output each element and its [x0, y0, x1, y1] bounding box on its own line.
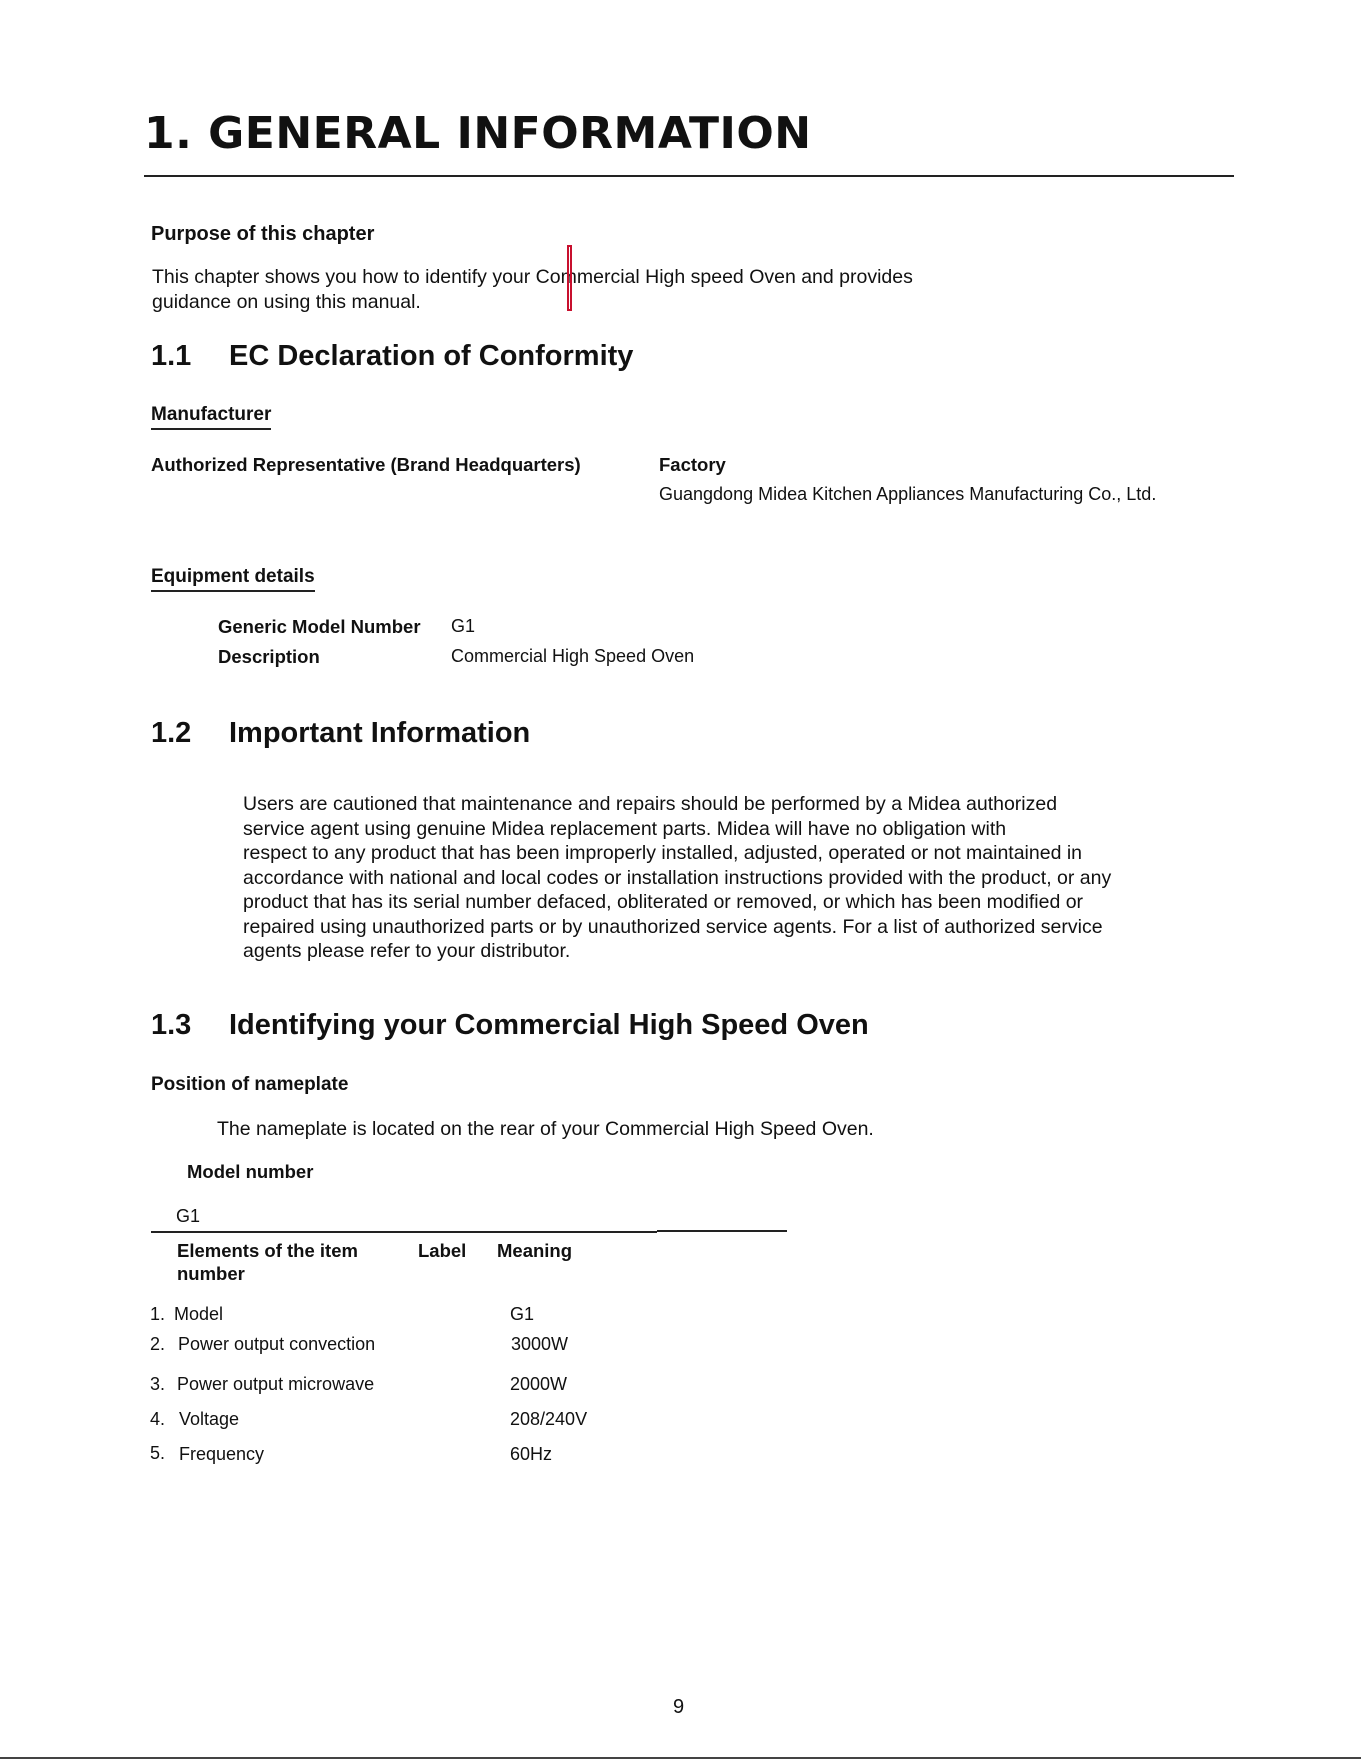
important-information-paragraph — [243, 792, 1223, 964]
factory-name: Guangdong Midea Kitchen Appliances Manufacturing Co., Ltd. — [659, 484, 1157, 504]
authorized-representative-label: Authorized Representative (Brand Headquarters) — [151, 454, 581, 475]
column-header-elements: Elements of the item — [177, 1240, 358, 1261]
row-meaning: 3000W — [511, 1334, 569, 1354]
paragraph-line: respect to any product that has been improperly installed, adjusted, operated or not maintained in — [243, 842, 1083, 864]
column-header-meaning: Meaning — [497, 1240, 573, 1261]
row-meaning: 208/240V — [510, 1409, 588, 1429]
model-number-label: Generic Model Number — [218, 616, 421, 637]
row-number: 5. — [150, 1443, 166, 1463]
description-label: Description — [218, 646, 320, 667]
paragraph-line: accordance with national and local codes or installation instructions provided with the product, or any — [243, 866, 1112, 889]
chapter-title: 1. GENERAL INFORMATION — [144, 108, 812, 159]
paragraph-line: Users are cautioned that maintenance and repairs should be performed by a Midea authorized — [243, 793, 1058, 815]
factory-label: Factory — [659, 454, 726, 475]
text-cursor-marker — [567, 245, 572, 311]
paragraph-line: agents please refer to your distributor. — [243, 940, 571, 962]
section-1-2-number: 1.2 — [151, 717, 192, 749]
column-header-elements-2: number — [177, 1263, 245, 1284]
row-item: Frequency — [179, 1444, 265, 1464]
row-meaning: 2000W — [510, 1374, 568, 1394]
nameplate-text: The nameplate is located on the rear of your Commercial High Speed Oven. — [217, 1118, 874, 1140]
title-divider — [144, 175, 1234, 177]
row-meaning: 60Hz — [510, 1444, 553, 1464]
page-number: 9 — [673, 1696, 685, 1718]
purpose-line-2: guidance on using this manual. — [152, 291, 421, 313]
column-header-label: Label — [418, 1240, 467, 1261]
paragraph-line: product that has its serial number defaced, obliterated or removed, or which has been modified or — [243, 891, 1084, 913]
row-meaning: G1 — [510, 1304, 535, 1324]
row-item: Power output microwave — [177, 1374, 375, 1394]
section-1-1-number: 1.1 — [151, 340, 192, 372]
row-item: Model — [174, 1304, 224, 1324]
paragraph-line: service agent using genuine Midea replacement parts. Midea will have no obligation with — [243, 817, 1007, 840]
table-rule-left — [151, 1231, 657, 1233]
row-item: Power output convection — [178, 1334, 376, 1354]
row-number: 1. — [150, 1304, 166, 1324]
section-1-2-title: Important Information — [229, 717, 531, 749]
section-1-1-title: EC Declaration of Conformity — [229, 340, 634, 372]
paragraph-line: repaired using unauthorized parts or by unauthorized service agents. For a list of authorized service — [243, 915, 1103, 938]
page-bottom-border — [0, 1757, 1361, 1759]
row-number: 2. — [150, 1334, 166, 1354]
nameplate-heading: Position of nameplate — [151, 1074, 349, 1095]
model-number-value: G1 — [451, 616, 476, 636]
row-number: 3. — [150, 1374, 166, 1394]
row-number: 4. — [150, 1409, 166, 1429]
description-value: Commercial High Speed Oven — [451, 646, 695, 666]
nameplate-model-value: G1 — [176, 1206, 201, 1226]
purpose-heading: Purpose of this chapter — [151, 223, 375, 245]
section-1-3-title: Identifying your Commercial High Speed Oven — [229, 1009, 869, 1041]
section-1-3-number: 1.3 — [151, 1009, 192, 1041]
model-number-heading: Model number — [187, 1161, 314, 1182]
purpose-line-1: This chapter shows you how to identify your Commercial High speed Oven and provides — [152, 266, 913, 288]
table-rule-right — [657, 1230, 787, 1232]
equipment-details-heading: Equipment details — [151, 566, 315, 592]
row-item: Voltage — [179, 1409, 240, 1429]
manufacturer-heading: Manufacturer — [151, 404, 271, 430]
